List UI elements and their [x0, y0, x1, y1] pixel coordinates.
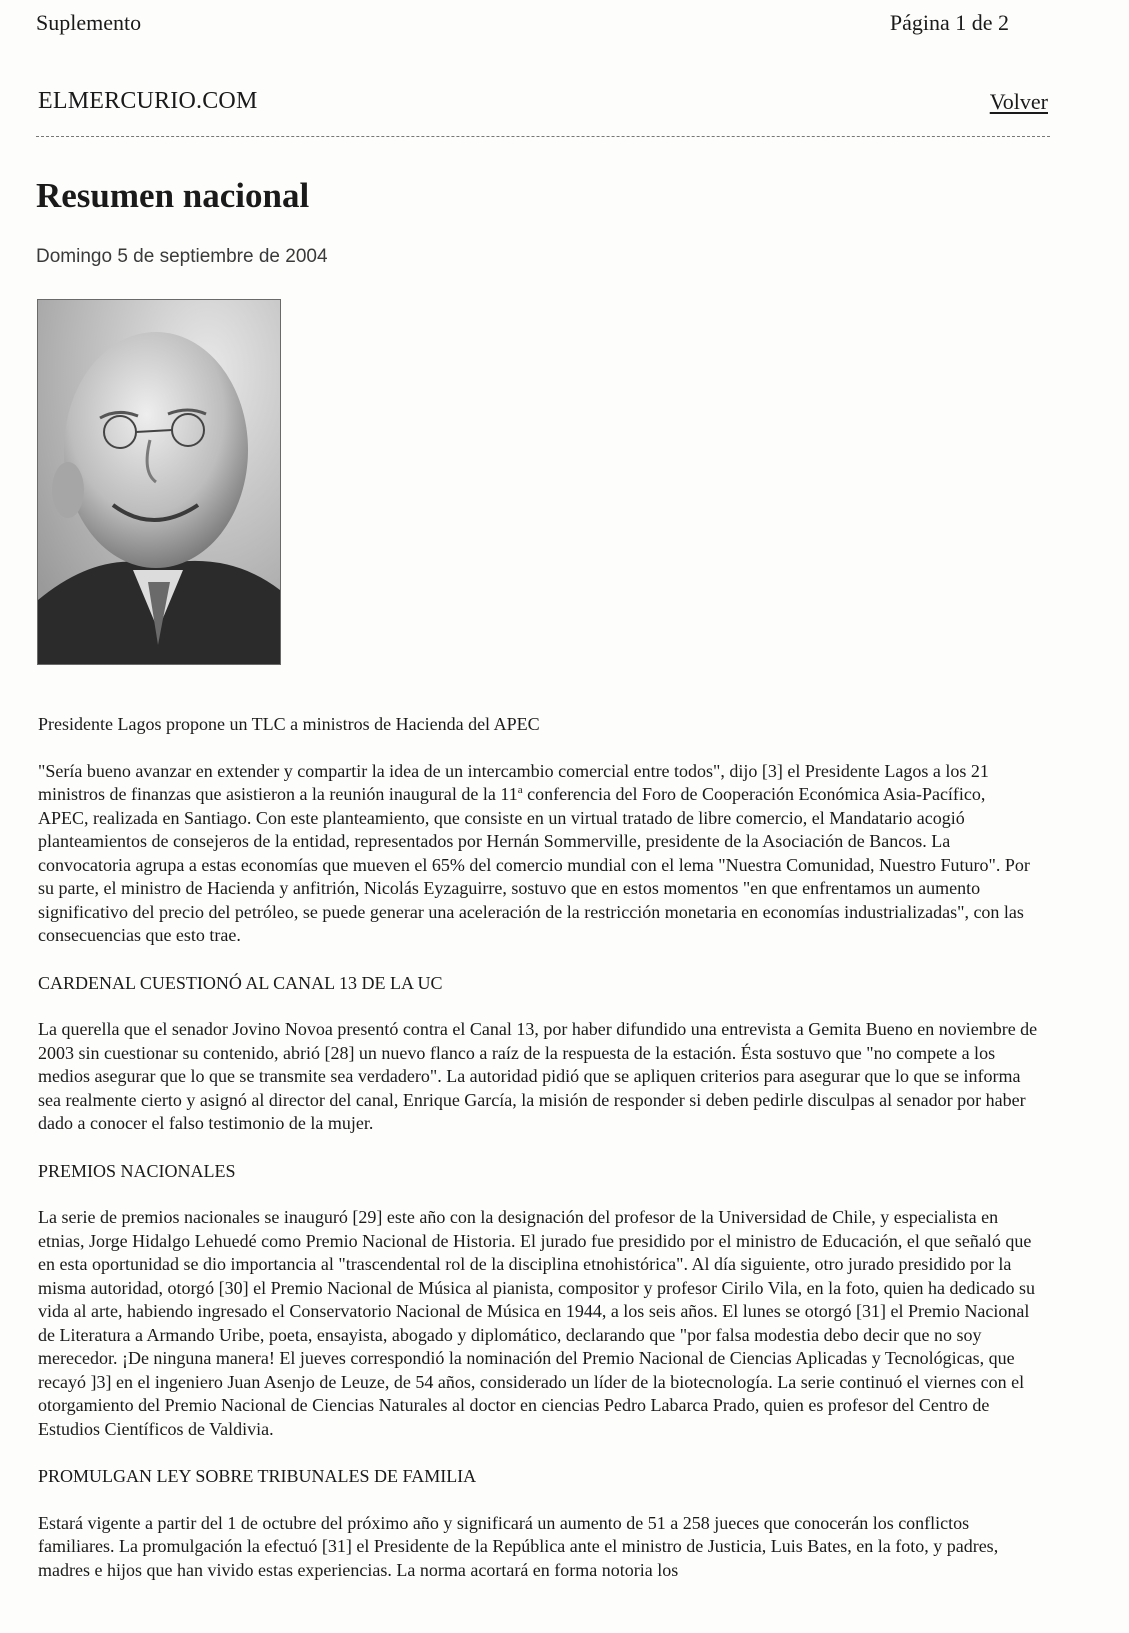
page-title: Resumen nacional — [36, 176, 310, 215]
article-headline: Presidente Lagos propone un TLC a ministros de Hacienda del APEC — [38, 714, 540, 734]
section-body: La querella que el senador Jovino Novoa presentó contra el Canal 13, por haber difundido una entrevista a Gemita Bueno en noviembre de 2003 sin cuestionar su contenido, abrió [28] un nuevo flanco a raíz de la respuesta de la estación. Ésta sostuvo que "no compete a los medios asegurar que lo que se transmite sea verdadero". La autoridad pidió que se apliquen criterios para asegurar que lo que se informa sea realmente cierto y asignó al director del canal, Enrique García, la misión de responder si deben pedirle disculpas al senador por haber dado a conocer el falso testimonio de la mujer. — [38, 1019, 1038, 1133]
publication-date: Domingo 5 de septiembre de 2004 — [36, 246, 328, 267]
article-body: "Sería bueno avanzar en extender y compartir la idea de un intercambio comercial entre todos", dijo [3] el Presidente Lagos a los 21 ministros de finanzas que asistieron a la reunión inaugural de la 11$^a$ conferencia del Foro de Cooperación Económica Asia-Pacífico, APEC, realizada en Santiago. Con este planteamiento, que consiste en un virtual tratado de libre comercio, el Mandatario acogió planteamientos de consejeros de la entidad, representados por Hernán Sommerville, presidente de la Asociación de Bancos. La convocatoria agrupa a estas economías que mueven el 65% del comercio mundial con el lema "Nuestra Comunidad, Nuestro Futuro". Por su parte, el ministro de Hacienda y anfitrión, Nicolás Eyzaguirre, sostuvo que en estos momentos "en que enfrentamos un aumento significativo del precio del petróleo, se puede generar una aceleración de la restricción monetaria en economías industrializadas", con las consecuencias que esto trae. — [38, 760, 1030, 945]
section-label: Suplemento — [36, 10, 142, 35]
section-body: La serie de premios nacionales se inauguró [29] este año con la designación del profesor de la Universidad de Chile, y especialista en etnias, Jorge Hidalgo Lehuedé como Premio Nacional de Historia. El jurado fue presidido por el ministro de Educación, el que señaló que en esta oportunidad se dio importancia al "trascendental rol de la disciplina etnohistórica". Al día siguiente, otro jurado presidido por la misma autoridad, otorgó [30] el Premio Nacional de Música al pianista, compositor y profesor Cirilo Vila, en la foto, quien ha dedicado su vida al arte, habiendo ingresado el Conservatorio Nacional de Música en 1944, a los seis años. El lunes se otorgó [31] el Premio Nacional de Literatura a Armando Uribe, poeta, ensayista, abogado y diplomático, declarando que "por falsa modestia debo decir que no soy merecedor. ¡De ninguna manera! El jueves correspondió la nominación del Premio Nacional de Ciencias Aplicadas y Tecnológicas, que recayó ]3] en el ingeniero Juan Asenjo de Leuze, de 54 años, considerado un líder de la biotecnología. La serie continuó el viernes con el otorgamiento del Premio Nacional de Ciencias Naturales al doctor en ciencias Pedro Labarca Prado, quien es profesor del Centro de Estudios Científicos de Valdivia. — [38, 1207, 1036, 1439]
page-number: Página 1 de 2 — [889, 10, 1009, 35]
divider — [36, 136, 1050, 137]
portrait-photo — [37, 299, 281, 665]
article — [38, 713, 1038, 1606]
site-bar — [38, 88, 1048, 115]
section-body: Estará vigente a partir del 1 de octubre del próximo año y significará un aumento de 51 a 258 jueces que conocerán los conflictos familiares. La promulgación la efectuó [31] el Presidente de la República ante el ministro de Justicia, Luis Bates, en la foto, y padres, madres e hijos que han vivido estas experiencias. La norma acortará en forma notoria los — [38, 1512, 999, 1580]
print-header — [36, 10, 1009, 36]
section-headline: PREMIOS NACIONALES — [38, 1160, 236, 1181]
site-name: ELMERCURIO.COM — [38, 88, 258, 114]
portrait-icon — [38, 300, 280, 664]
section-headline: PROMULGAN LEY SOBRE TRIBUNALES DE FAMILIA — [38, 1466, 477, 1486]
back-link[interactable]: Volver — [989, 89, 1048, 114]
section-headline: CARDENAL CUESTIONÓ AL CANAL 13 DE LA UC — [38, 972, 443, 993]
